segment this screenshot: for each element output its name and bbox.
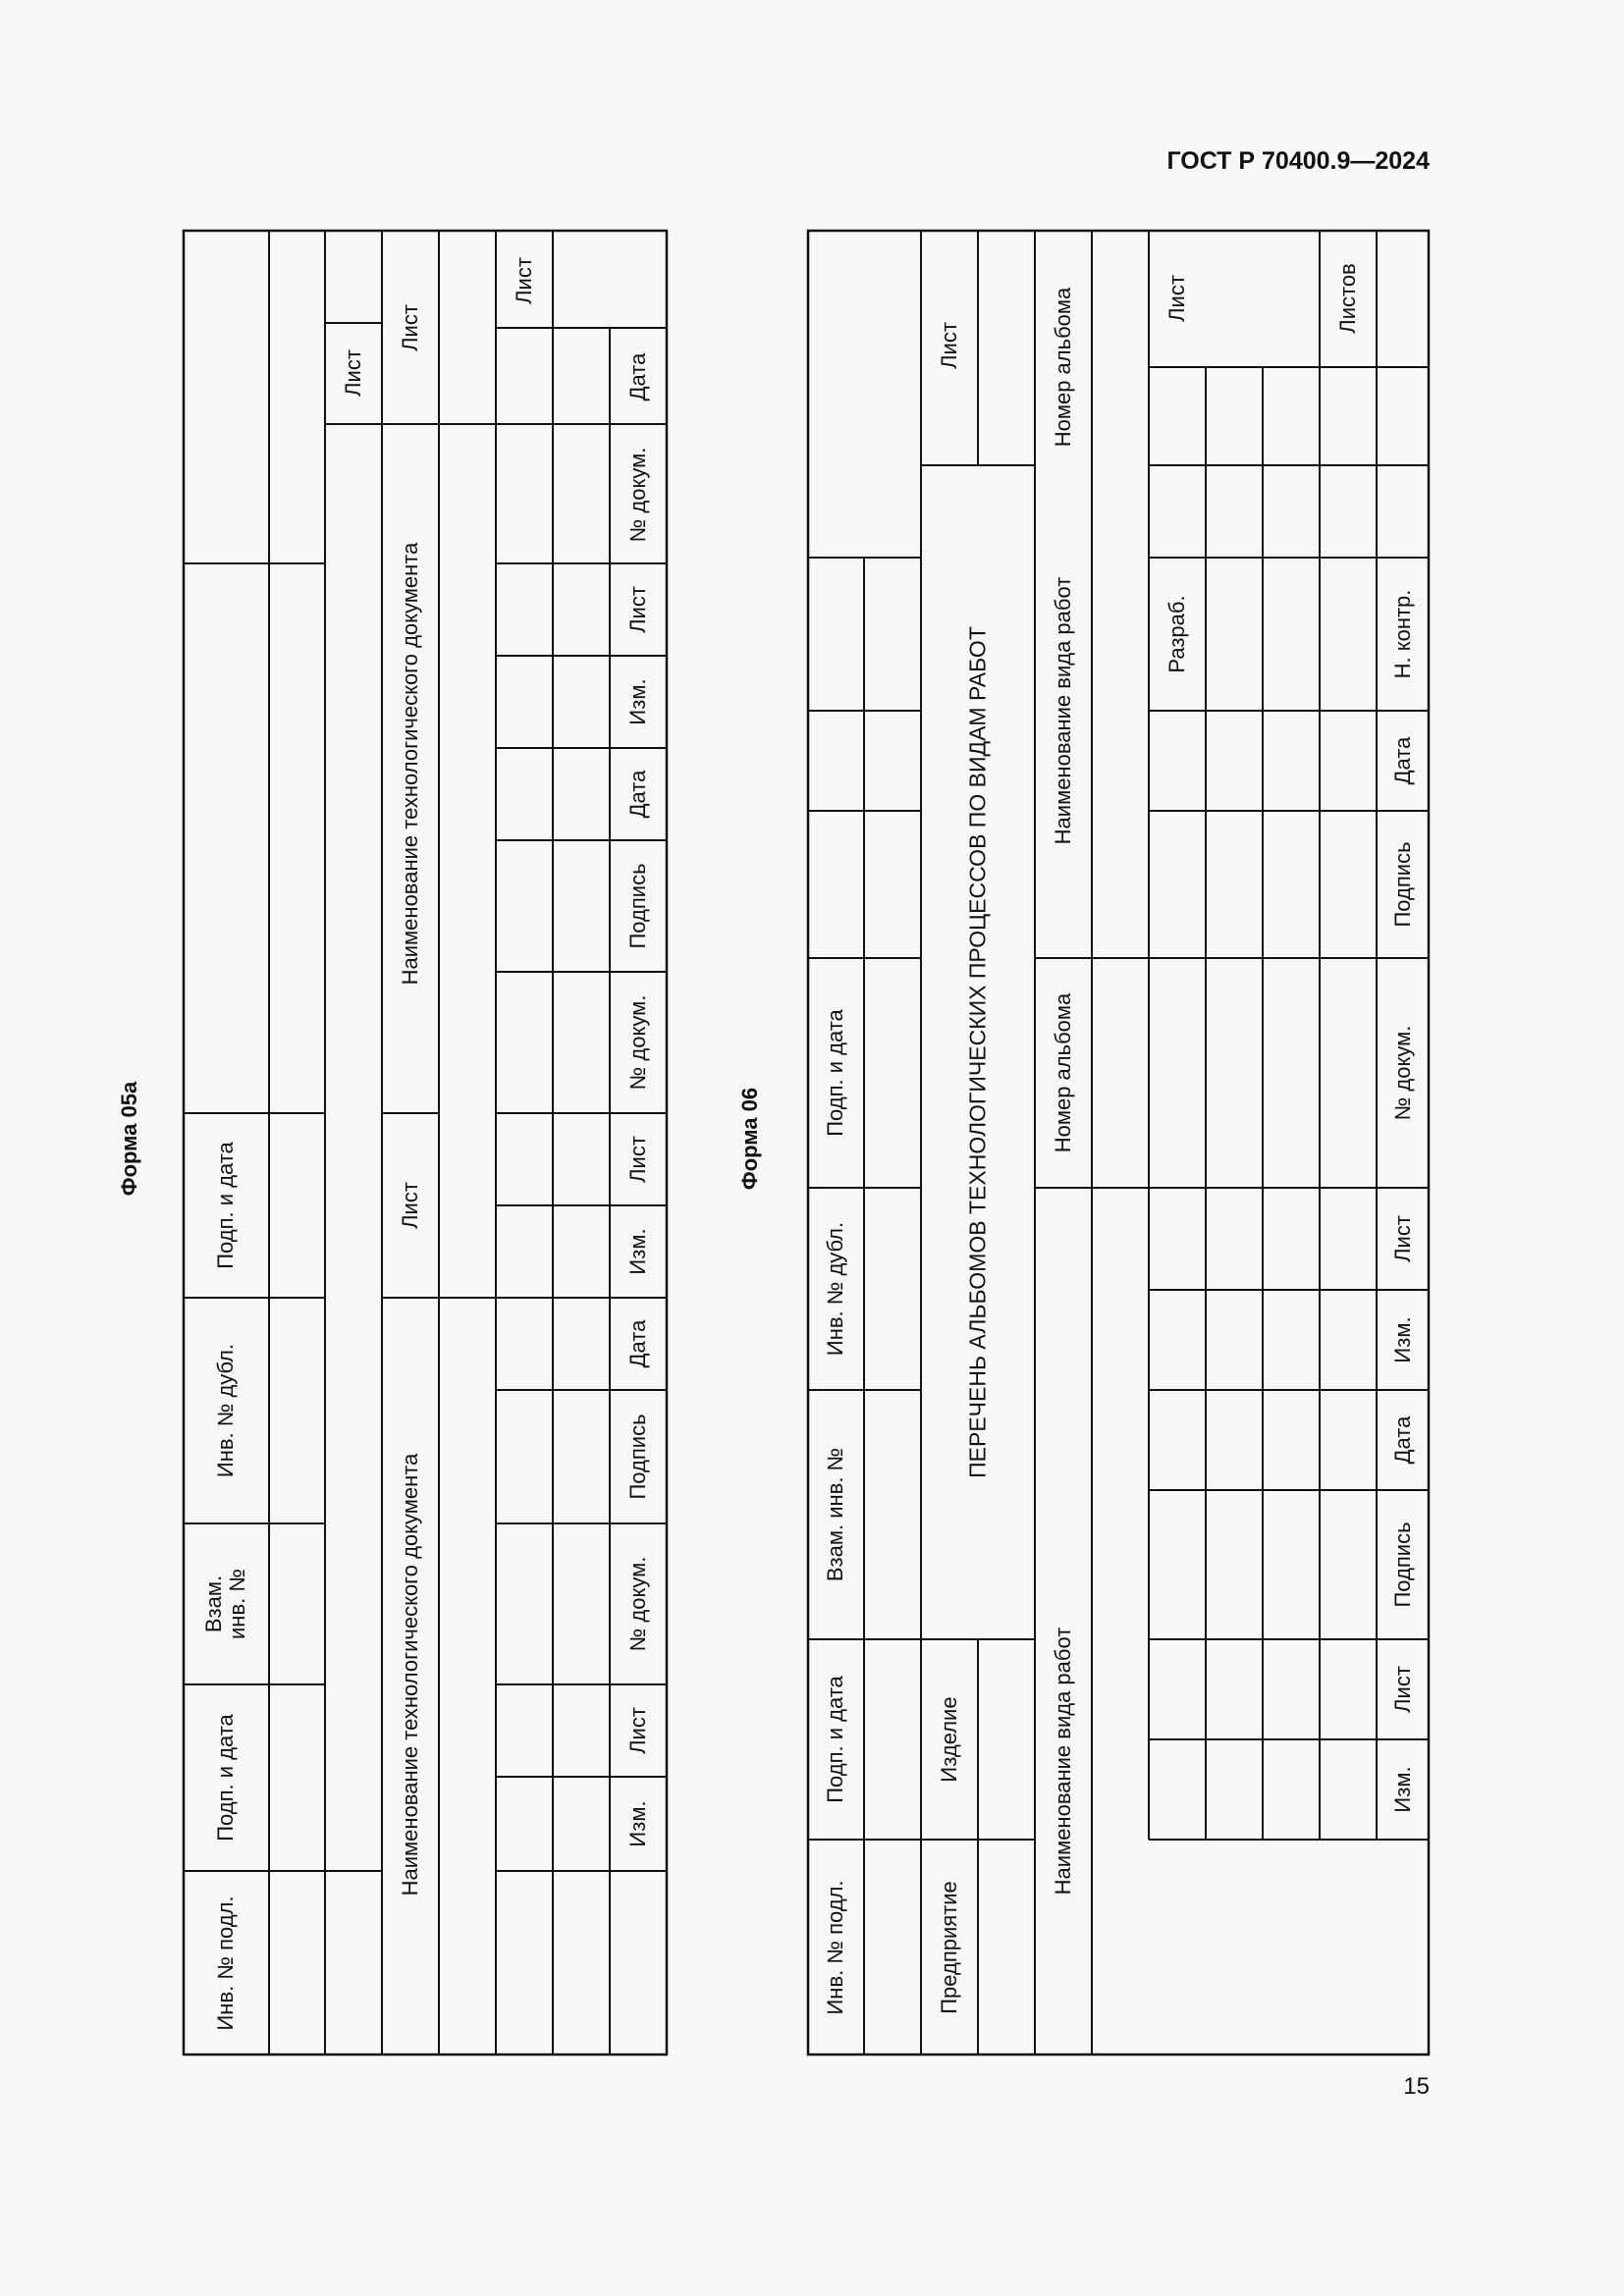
- form-05a: [183, 230, 668, 2056]
- inv-podl-label: Инв. № подл.: [212, 1896, 238, 2031]
- izdelie-label: Изделие: [936, 1696, 961, 1783]
- sheet-label-4: Лист: [511, 257, 536, 304]
- stamp-podpis-1: Подпись: [1389, 1522, 1415, 1608]
- doc-name-label-1: Наименование технологического документа: [397, 542, 422, 986]
- document-code: ГОСТ Р 70400.9—2024: [1166, 147, 1430, 175]
- list-label: Лист: [1164, 275, 1189, 322]
- work-type-label-2: Наименование вида работ: [1050, 576, 1075, 845]
- vzam-inv-label: [202, 1569, 249, 1639]
- album-num-label-2: Номер альбома: [1050, 287, 1075, 448]
- form-06: [807, 230, 1430, 2056]
- inv-dubl-label: Инв. № дубл.: [212, 1343, 238, 1478]
- sheet-label-2: Лист: [397, 304, 422, 351]
- stamp-data-1: Дата: [1389, 1415, 1415, 1465]
- stamp-data-1: Дата: [624, 1319, 650, 1368]
- stamp-list-1: Лист: [1389, 1666, 1415, 1713]
- inv-podl-label: Инв. № подл.: [822, 1880, 847, 2015]
- form-06-grid: [807, 230, 1430, 2056]
- stamp-izm-1: Изм.: [624, 1800, 650, 1847]
- stamp-list-2: Лист: [1389, 1215, 1415, 1262]
- stamp-list-1: Лист: [624, 1707, 650, 1754]
- sheet-label-1: Лист: [340, 349, 365, 397]
- listov-label: Листов: [1334, 263, 1360, 334]
- stamp-izm-2: Изм.: [1389, 1316, 1415, 1363]
- stamp-podpis-1: Подпись: [624, 1414, 650, 1500]
- stamp-data-2: Дата: [624, 770, 650, 819]
- vzam-line-2: инв. №: [225, 1569, 249, 1639]
- form-main-title: ПЕРЕЧЕНЬ АЛЬБОМОВ ТЕХНОЛОГИЧЕСКИХ ПРОЦЕССОВ ПО ВИДАМ РАБОТ: [964, 626, 991, 1478]
- page-number: 15: [1403, 2073, 1430, 2100]
- sheet-label: Лист: [936, 322, 961, 369]
- vzam-line-1: Взам.: [200, 1575, 226, 1633]
- stamp-nom-dokum-1: № докум.: [624, 1556, 650, 1652]
- podp-data-label-1: Подп. и дата: [822, 1676, 847, 1803]
- razrab-label: Разраб.: [1164, 595, 1189, 673]
- album-num-label-1: Номер альбома: [1050, 992, 1075, 1153]
- podp-data-label-2: Подп. и дата: [822, 1009, 847, 1137]
- form-05a-grid: [183, 230, 668, 2056]
- stamp-list-2: Лист: [624, 1136, 650, 1183]
- n-kontr-label: Н. контр.: [1389, 589, 1415, 679]
- stamp-nom-dokum-3: № докум.: [624, 447, 650, 543]
- form-06-title: Форма 06: [737, 1087, 762, 1191]
- stamp-podpis-2: Подпись: [1389, 841, 1415, 928]
- stamp-data-2: Дата: [1389, 736, 1415, 785]
- stamp-podpis-2: Подпись: [624, 863, 650, 949]
- stamp-izm-3: Изм.: [624, 678, 650, 725]
- form-05a-title: Форма 05а: [117, 1081, 141, 1197]
- doc-name-label-2: Наименование технологического документа: [397, 1453, 422, 1896]
- work-type-label-1: Наименование вида работ: [1050, 1627, 1075, 1896]
- podp-data-label-1: Подп. и дата: [212, 1714, 238, 1842]
- stamp-nom-dokum-2: № докум.: [624, 994, 650, 1091]
- predpriyatie-label: Предприятие: [936, 1881, 961, 2014]
- sheet-label-3: Лист: [397, 1182, 422, 1229]
- stamp-izm-2: Изм.: [624, 1228, 650, 1275]
- stamp-nom-dokum: № докум.: [1389, 1025, 1415, 1121]
- stamp-data-3: Дата: [624, 352, 650, 401]
- podp-data-label-2: Подп. и дата: [212, 1142, 238, 1269]
- inv-dubl-label: Инв. № дубл.: [822, 1221, 847, 1357]
- stamp-izm-1: Изм.: [1389, 1766, 1415, 1813]
- stamp-list-3: Лист: [624, 586, 650, 633]
- vzam-inv-label: Взам. инв. №: [822, 1447, 847, 1582]
